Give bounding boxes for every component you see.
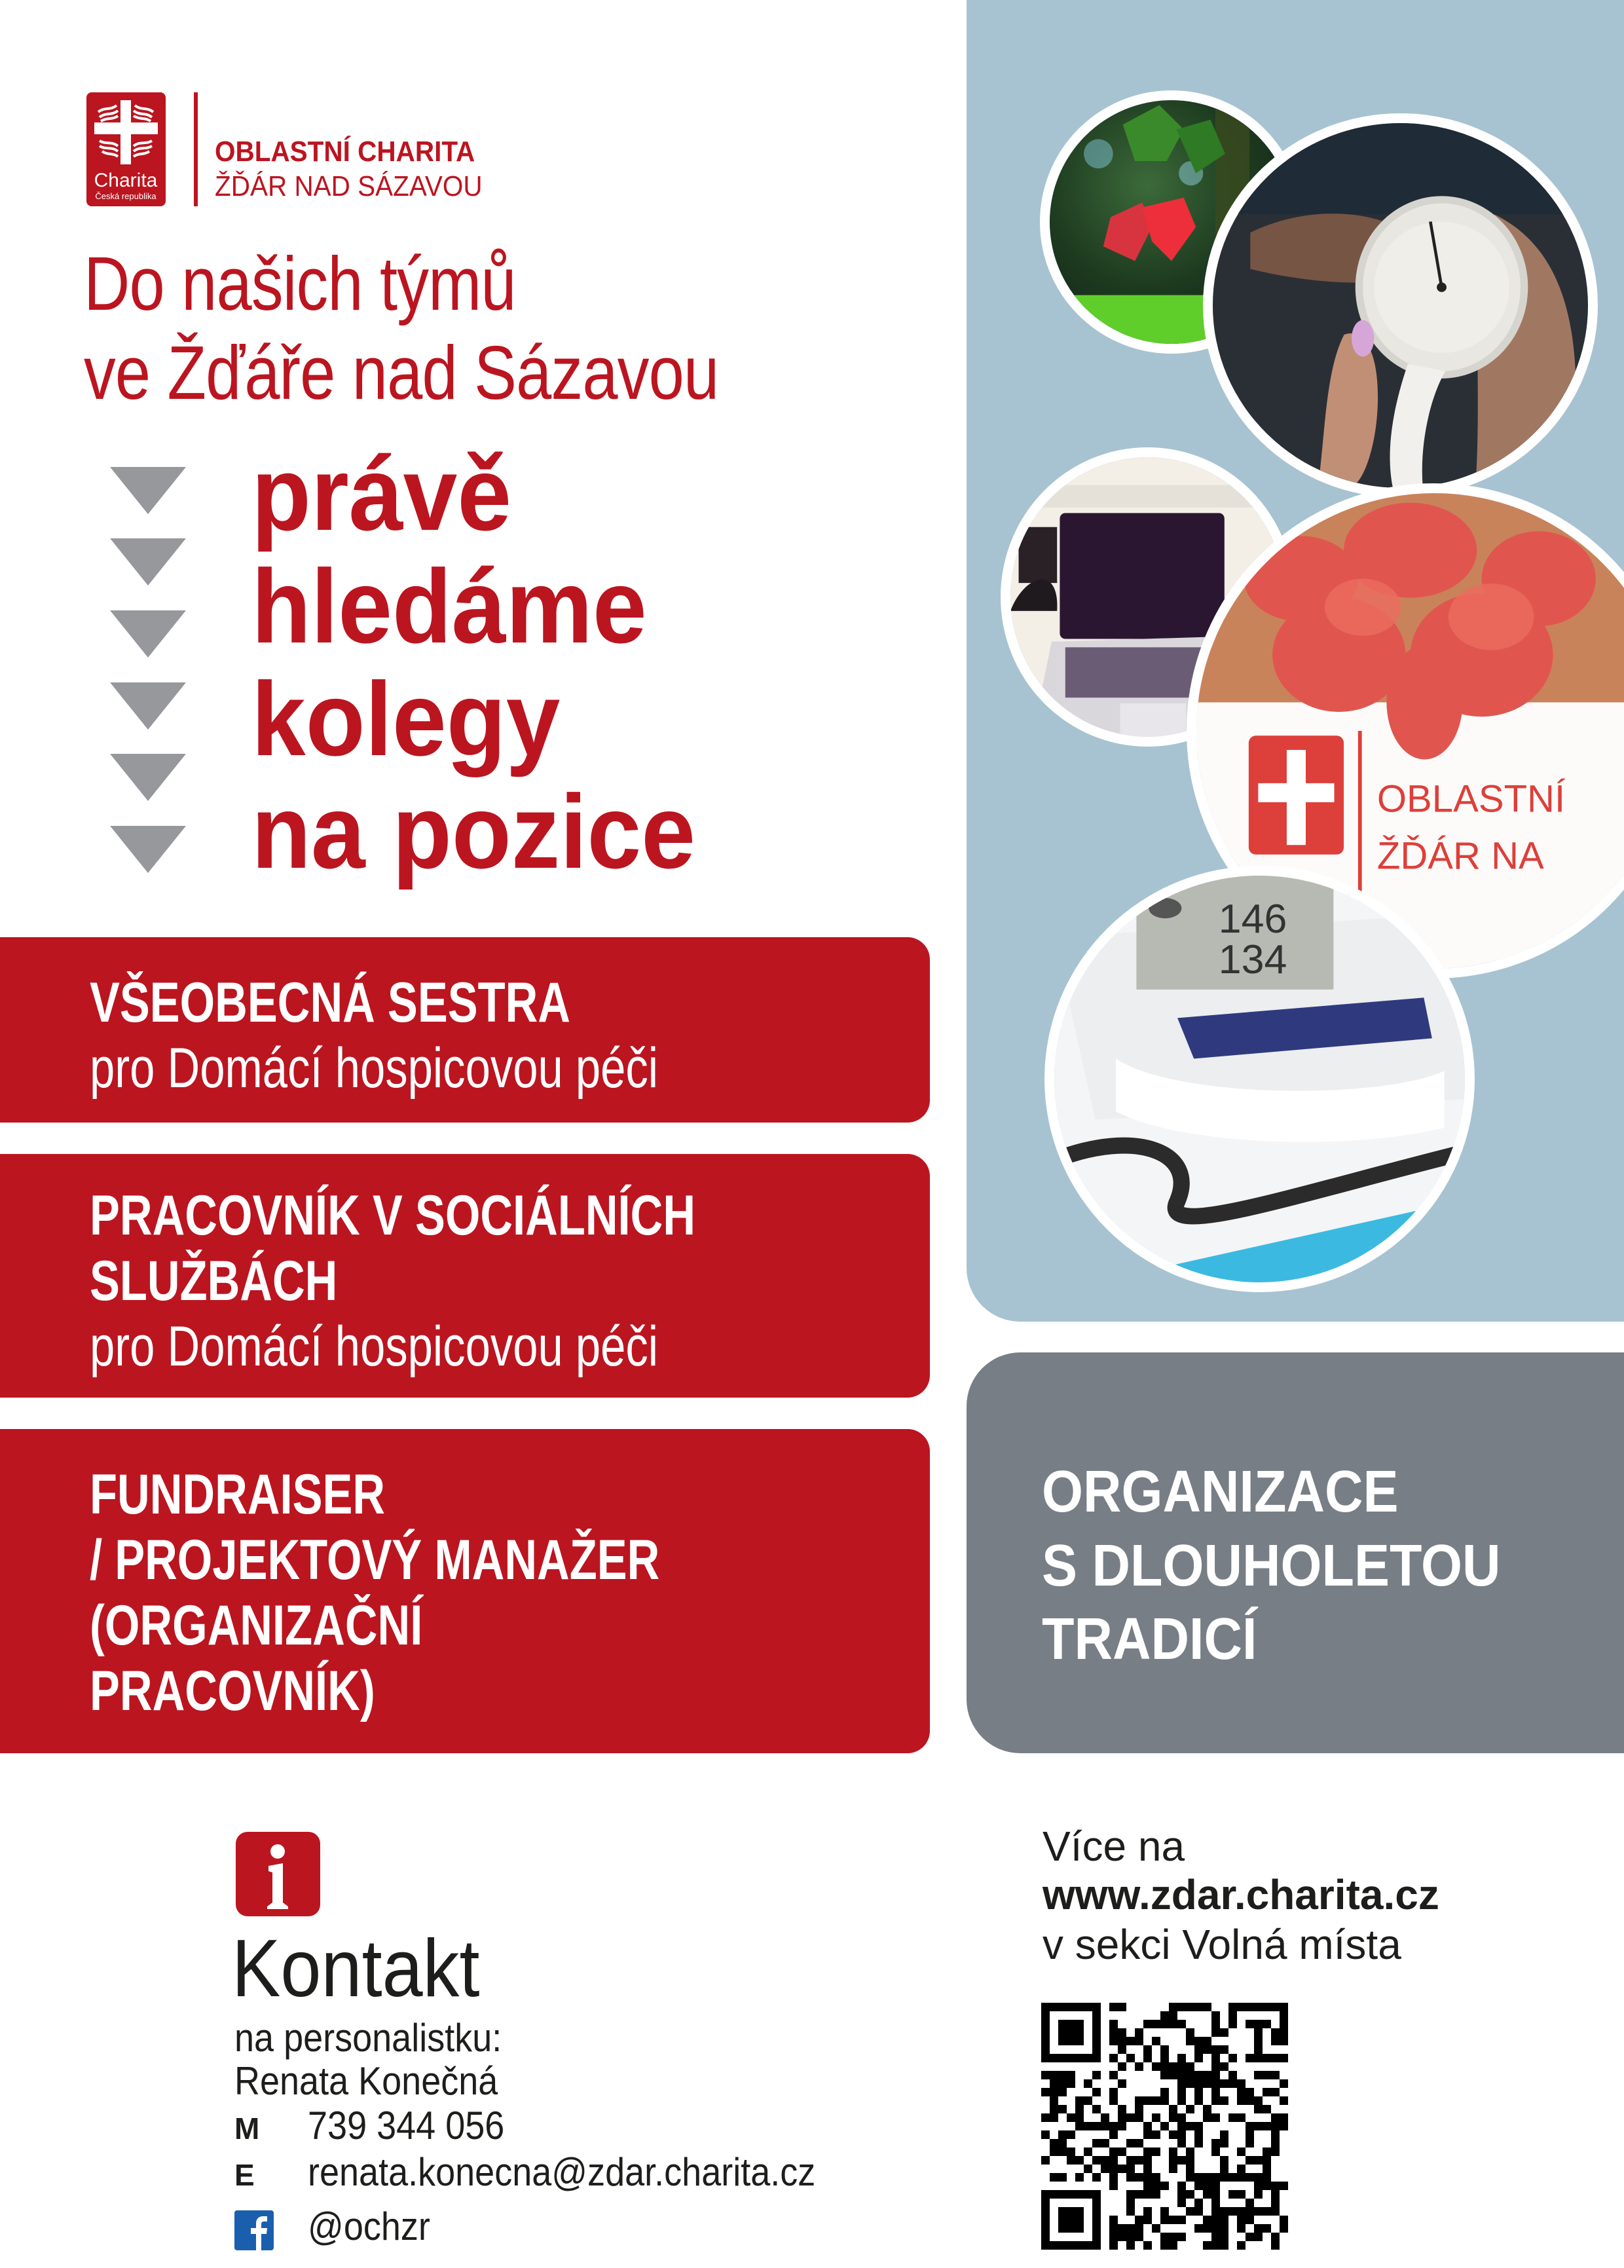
web-intro: Více na bbox=[1043, 1823, 1185, 1870]
svg-text:ŽĎÁR NA: ŽĎÁR NA bbox=[1376, 834, 1544, 878]
intro-line1: Do našich týmů bbox=[84, 241, 516, 326]
triangle-down-icon bbox=[110, 538, 186, 586]
photo-blood-pressure-gauge bbox=[1203, 113, 1598, 498]
info-icon bbox=[236, 1832, 320, 1916]
email-link[interactable]: renata.konecna@zdar.charita.cz bbox=[308, 2150, 816, 2194]
org-name-line2: ŽĎÁR NAD SÁZAVOU bbox=[215, 170, 483, 202]
tagline-line2: S DLOUHOLETOU bbox=[1042, 1533, 1501, 1599]
tagline-line1: ORGANIZACE bbox=[1042, 1459, 1399, 1525]
sign-text: OBLASTNÍ bbox=[1376, 777, 1566, 821]
svg-text:146: 146 bbox=[1218, 897, 1287, 942]
position-title-line1: PRACOVNÍK V SOCIÁLNÍCH bbox=[90, 1184, 696, 1247]
charita-cross-icon bbox=[86, 92, 166, 206]
charita-logo bbox=[86, 92, 166, 206]
contact-subtitle: na personalistku: bbox=[234, 2016, 502, 2060]
headline-hledame: hledáme bbox=[251, 548, 647, 665]
website-link[interactable]: www.zdar.charita.cz bbox=[1043, 1871, 1439, 1918]
position-card-social-worker[interactable] bbox=[0, 1154, 930, 1398]
contact-name: Renata Konečná bbox=[234, 2059, 498, 2103]
position-title-line2: SLUŽBÁCH bbox=[90, 1250, 338, 1312]
triangle-down-icon bbox=[110, 467, 186, 514]
svg-text:Charita: Charita bbox=[94, 170, 158, 191]
tagline-line3: TRADICÍ bbox=[1042, 1607, 1257, 1672]
phone-number[interactable]: 739 344 056 bbox=[308, 2104, 505, 2147]
contact-title: Kontakt bbox=[232, 1924, 480, 2014]
position-title: VŠEOBECNÁ SESTRA bbox=[90, 971, 570, 1034]
email-label: E bbox=[234, 2158, 255, 2192]
headline-na-pozice: na pozice bbox=[251, 773, 696, 890]
position-title-line2: / PROJEKTOVÝ MANAŽER bbox=[90, 1529, 660, 1591]
triangle-down-icon bbox=[110, 826, 186, 873]
headline-pravě: právě bbox=[251, 435, 512, 552]
position-subtitle: pro Domácí hospicovou péči bbox=[90, 1315, 659, 1378]
position-subtitle: pro Domácí hospicovou péči bbox=[90, 1037, 659, 1100]
triangle-down-icon bbox=[110, 682, 186, 730]
position-title-line3: (ORGANIZAČNÍ bbox=[90, 1594, 423, 1657]
headline-kolegy: kolegy bbox=[251, 660, 561, 777]
svg-text:134: 134 bbox=[1218, 937, 1287, 982]
web-section-text: v sekci Volná místa bbox=[1043, 1921, 1401, 1968]
photo-blood-pressure-monitor bbox=[1044, 866, 1475, 1292]
org-name-line1: OBLASTNÍ CHARITA bbox=[215, 136, 475, 168]
intro-line2: ve Žďáře nad Sázavou bbox=[84, 330, 719, 415]
phone-label: M bbox=[234, 2111, 260, 2146]
facebook-icon[interactable] bbox=[234, 2210, 274, 2250]
tagline-box bbox=[967, 1352, 1624, 1753]
svg-text:Česká republika: Česká republika bbox=[95, 191, 157, 201]
qr-code[interactable] bbox=[1041, 2003, 1288, 2250]
facebook-handle[interactable]: @ochzr bbox=[308, 2204, 430, 2248]
triangle-down-icon bbox=[110, 610, 186, 658]
position-card-fundraiser[interactable] bbox=[0, 1429, 930, 1753]
position-title-line1: FUNDRAISER bbox=[90, 1463, 386, 1526]
position-title-line4: PRACOVNÍK) bbox=[90, 1660, 375, 1722]
logo-divider bbox=[194, 92, 198, 206]
position-card-nurse[interactable] bbox=[0, 937, 930, 1123]
triangle-down-icon bbox=[110, 754, 186, 801]
